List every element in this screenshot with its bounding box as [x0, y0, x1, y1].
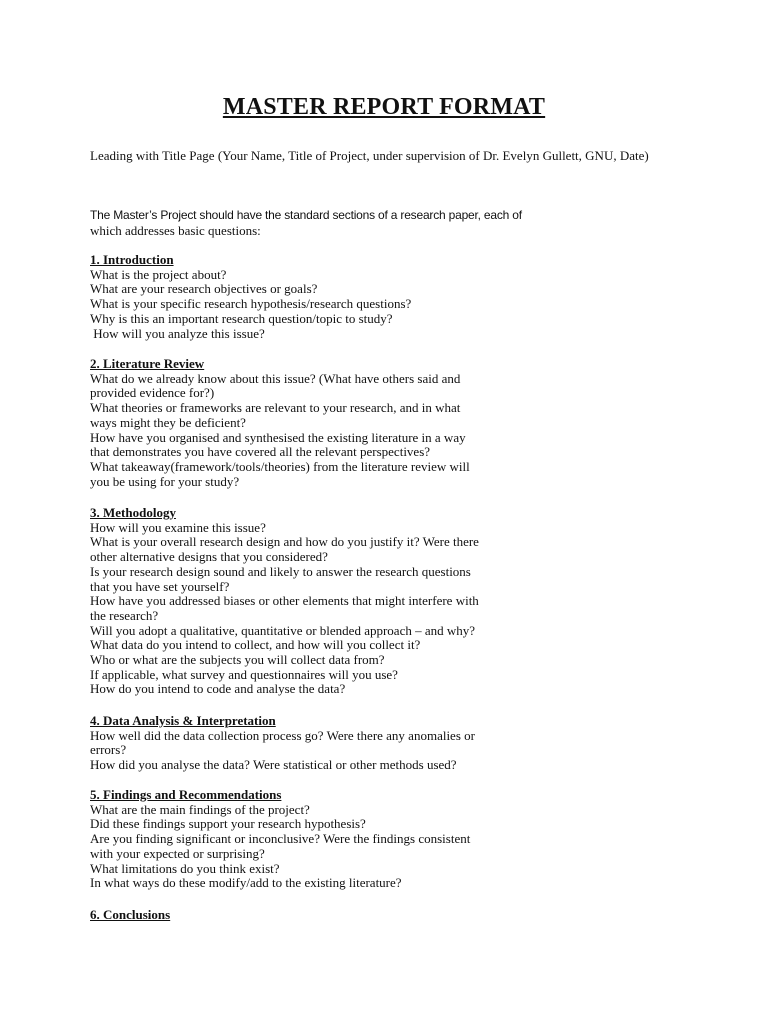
section-line: How well did the data collection process go? Were there any anomalies or [90, 727, 475, 743]
section-line: How do you intend to code and analyse the data? [90, 681, 346, 697]
intro-line: which addresses basic questions: [90, 223, 261, 238]
section-line: How did you analyse the data? Were statistical or other methods used? [90, 757, 457, 773]
section-line: What takeaway(framework/tools/theories) from the literature review will [90, 458, 470, 474]
section-line: that demonstrates you have covered all the relevant perspectives? [90, 444, 431, 460]
intro-paragraph [90, 208, 610, 238]
section-conclusions [90, 908, 650, 923]
section-line: Did these findings support your research hypothesis? [90, 816, 366, 832]
section-line: In what ways do these modify/add to the existing literature? [90, 875, 402, 891]
section-line: with your expected or surprising? [90, 845, 265, 861]
section-line: What is your specific research hypothesis/research questions? [90, 296, 412, 312]
section-line: Are you finding significant or inconclusive? Were the findings consistent [90, 831, 471, 847]
section-line: If applicable, what survey and questionnaires will you use? [90, 666, 398, 682]
section-literature-review [90, 357, 650, 489]
section-line: Why is this an important research question/topic to study? [90, 310, 393, 326]
section-line: What are the main findings of the project? [90, 801, 310, 817]
section-line: What limitations do you think exist? [90, 860, 280, 876]
intro-line: The Master’s Project should have the standard sections of a research paper, each of [90, 208, 522, 222]
title-page-instruction: Leading with Title Page (Your Name, Title of Project, under supervision of Dr. Evelyn Gullett, GNU, Date) [90, 148, 649, 163]
section-line: you be using for your study? [90, 473, 240, 489]
document-title: MASTER REPORT FORMAT [222, 94, 546, 120]
section-line: ways might they be deficient? [90, 414, 246, 430]
section-heading: 5. Findings and Recommendations [90, 787, 282, 802]
section-line: How will you examine this issue? [90, 519, 266, 535]
section-line: What is your overall research design and how do you justify it? Were there [90, 534, 479, 550]
section-line: Who or what are the subjects you will collect data from? [90, 652, 385, 668]
section-heading: 4. Data Analysis & Interpretation [90, 713, 276, 728]
section-line: What is the project about? [90, 266, 227, 282]
section-line: What are your research objectives or goals? [90, 281, 318, 297]
section-line: How will you analyze this issue? [90, 325, 265, 341]
section-line: provided evidence for?) [90, 385, 215, 401]
section-line: What do we already know about this issue? (What have others said and [90, 370, 461, 386]
section-line: Will you adopt a qualitative, quantitative or blended approach – and why? [90, 622, 476, 638]
section-findings [90, 788, 650, 891]
section-line: How have you organised and synthesised the existing literature in a way [90, 429, 466, 445]
section-line: Is your research design sound and likely to answer the research questions [90, 563, 471, 579]
section-methodology [90, 506, 650, 697]
section-heading: 6. Conclusions [90, 907, 171, 922]
section-introduction [90, 253, 650, 341]
section-heading: 3. Methodology [90, 505, 176, 520]
section-line: errors? [90, 742, 127, 758]
section-heading: 1. Introduction [90, 252, 174, 267]
section-line: that you have set yourself? [90, 578, 230, 594]
section-heading: 2. Literature Review [90, 356, 205, 371]
section-line: How have you addressed biases or other elements that might interfere with [90, 593, 479, 609]
section-line: the research? [90, 607, 159, 623]
section-line: What data do you intend to collect, and how will you collect it? [90, 637, 421, 653]
section-line: What theories or frameworks are relevant to your research, and in what [90, 400, 461, 416]
section-line: other alternative designs that you considered? [90, 549, 328, 565]
section-data-analysis [90, 714, 650, 773]
